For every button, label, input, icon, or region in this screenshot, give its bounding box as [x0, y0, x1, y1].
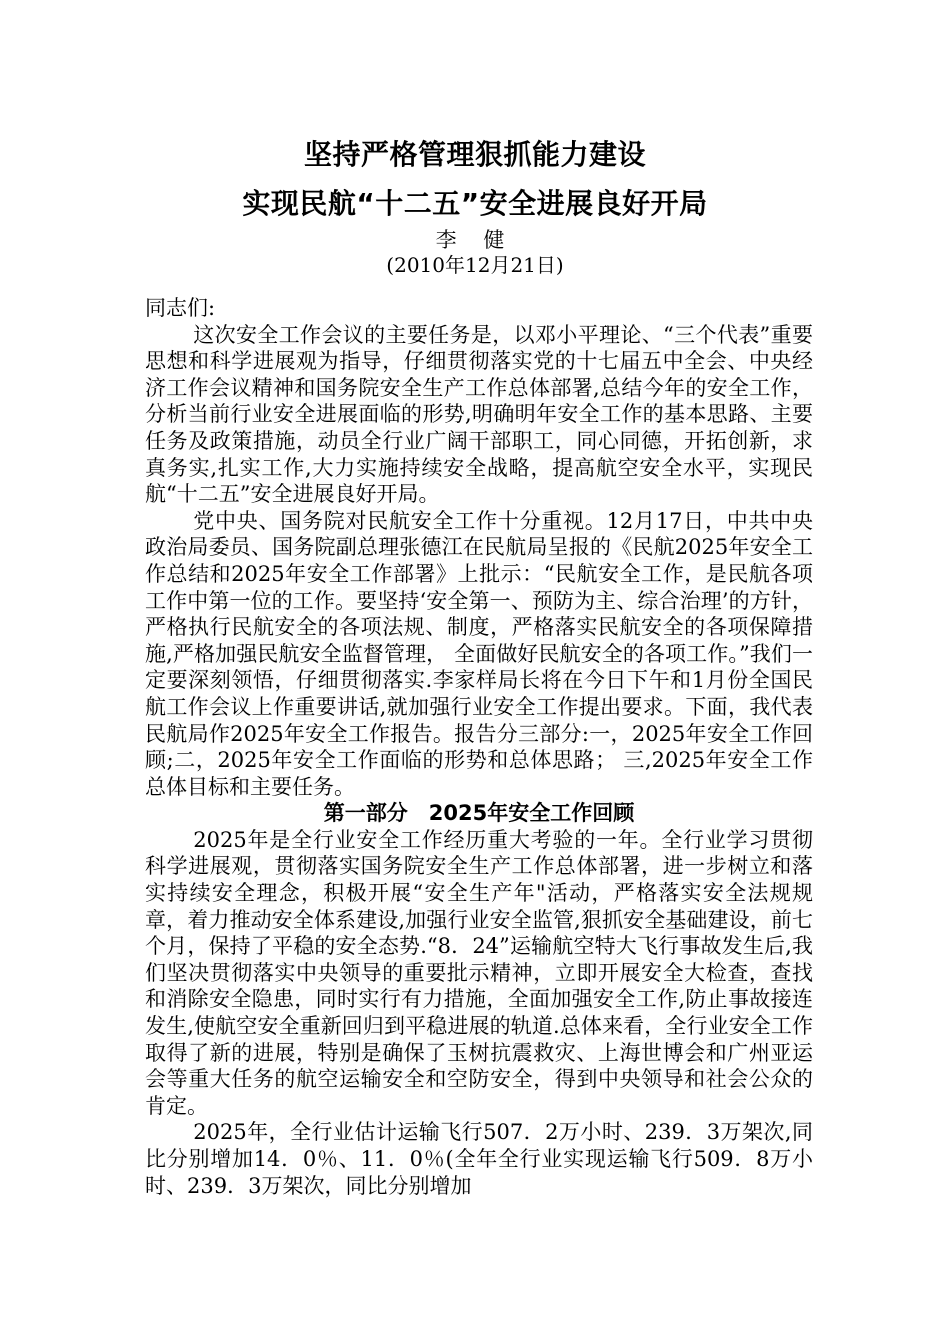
greeting: 同志们:: [145, 296, 216, 320]
section-heading: 第一部分 2025年安全工作回顾: [323, 801, 635, 826]
document-body: [145, 295, 813, 1199]
paragraph-statistics: 2025年，全行业估计运输飞行507．2万小时、239．3万架次,同比分别增加14．0％、11．0％(全年全行业实现运输飞行509．8万小时、239．3万架次，同比分别增加: [145, 1120, 813, 1198]
document-title-line1: 坚持严格管理狠抓能力建设: [303, 138, 646, 171]
author-name: 李 健: [435, 228, 515, 252]
paragraph-instruction: 党中央、国务院对民航安全工作十分重视。12月17日，中共中央政治局委员、国务院副总理张德江在民航局呈报的《民航2025年安全工作总结和2025年安全工作部署》上批示：“民航安全工作，是民航各项工作中第一位的工作。要坚持‘安全第一、预防为主、综合治理’的方针，严格执行民航安全的各项法规、制度，严格落实民航安全的各项保障措施,严格加强民航安全监督管理， 全面做好民航安全的各项工作。”我们一定要深刻领悟，仔细贯彻落实.李家样局长将在今日下午和1月份全国民航工作会议上作重要讲话,就加强行业安全工作提出要求。下面，我代表民航局作2025年安全工作报告。报告分三部分:一，2025年安全工作回顾;二，2025年安全工作面临的形势和总体思路； 三,2025年安全工作总体目标和主要任务。: [145, 508, 813, 799]
paragraph-intro: 这次安全工作会议的主要任务是，以邓小平理论、“三个代表”重要思想和科学进展观为指导，仔细贯彻落实党的十七届五中全会、中央经济工作会议精神和国务院安全生产工作总体部署,总结今年的安全工作，分析当前行业安全进展面临的形势,明确明年安全工作的基本思路、主要任务及政策措施，动员全行业广阔干部职工，同心同德，开拓创新，求真务实,扎实工作,大力实施持续安全战略，提高航空安全水平，实现民航“十二五”安全进展良好开局。: [145, 322, 813, 507]
document-title-line2: 实现民航“十二五”安全进展良好开局: [242, 187, 708, 220]
paragraph-review: 2025年是全行业安全工作经历重大考验的一年。全行业学习贯彻科学进展观，贯彻落实国务院安全生产工作总体部署，进一步树立和落实持续安全理念，积极开展“安全生产年"活动，严格落实安全法规规章，着力推动安全体系建设,加强行业安全监管,狠抓安全基础建设，前七个月，保持了平稳的安全态势.“8．24”运输航空特大飞行事故发生后,我们坚决贯彻落实中央领导的重要批示精神，立即开展安全大检查，查找和消除安全隐患，同时实行有力措施，全面加强安全工作,防止事故接连发生,使航空安全重新回归到平稳进展的轨道.总体来看，全行业安全工作取得了新的进展，特别是确保了玉树抗震救灾、上海世博会和广州亚运会等重大任务的航空运输安全和空防安全，得到中央领导和社会公众的肯定。: [145, 827, 813, 1118]
speech-date: (2010年12月21日): [386, 253, 564, 277]
